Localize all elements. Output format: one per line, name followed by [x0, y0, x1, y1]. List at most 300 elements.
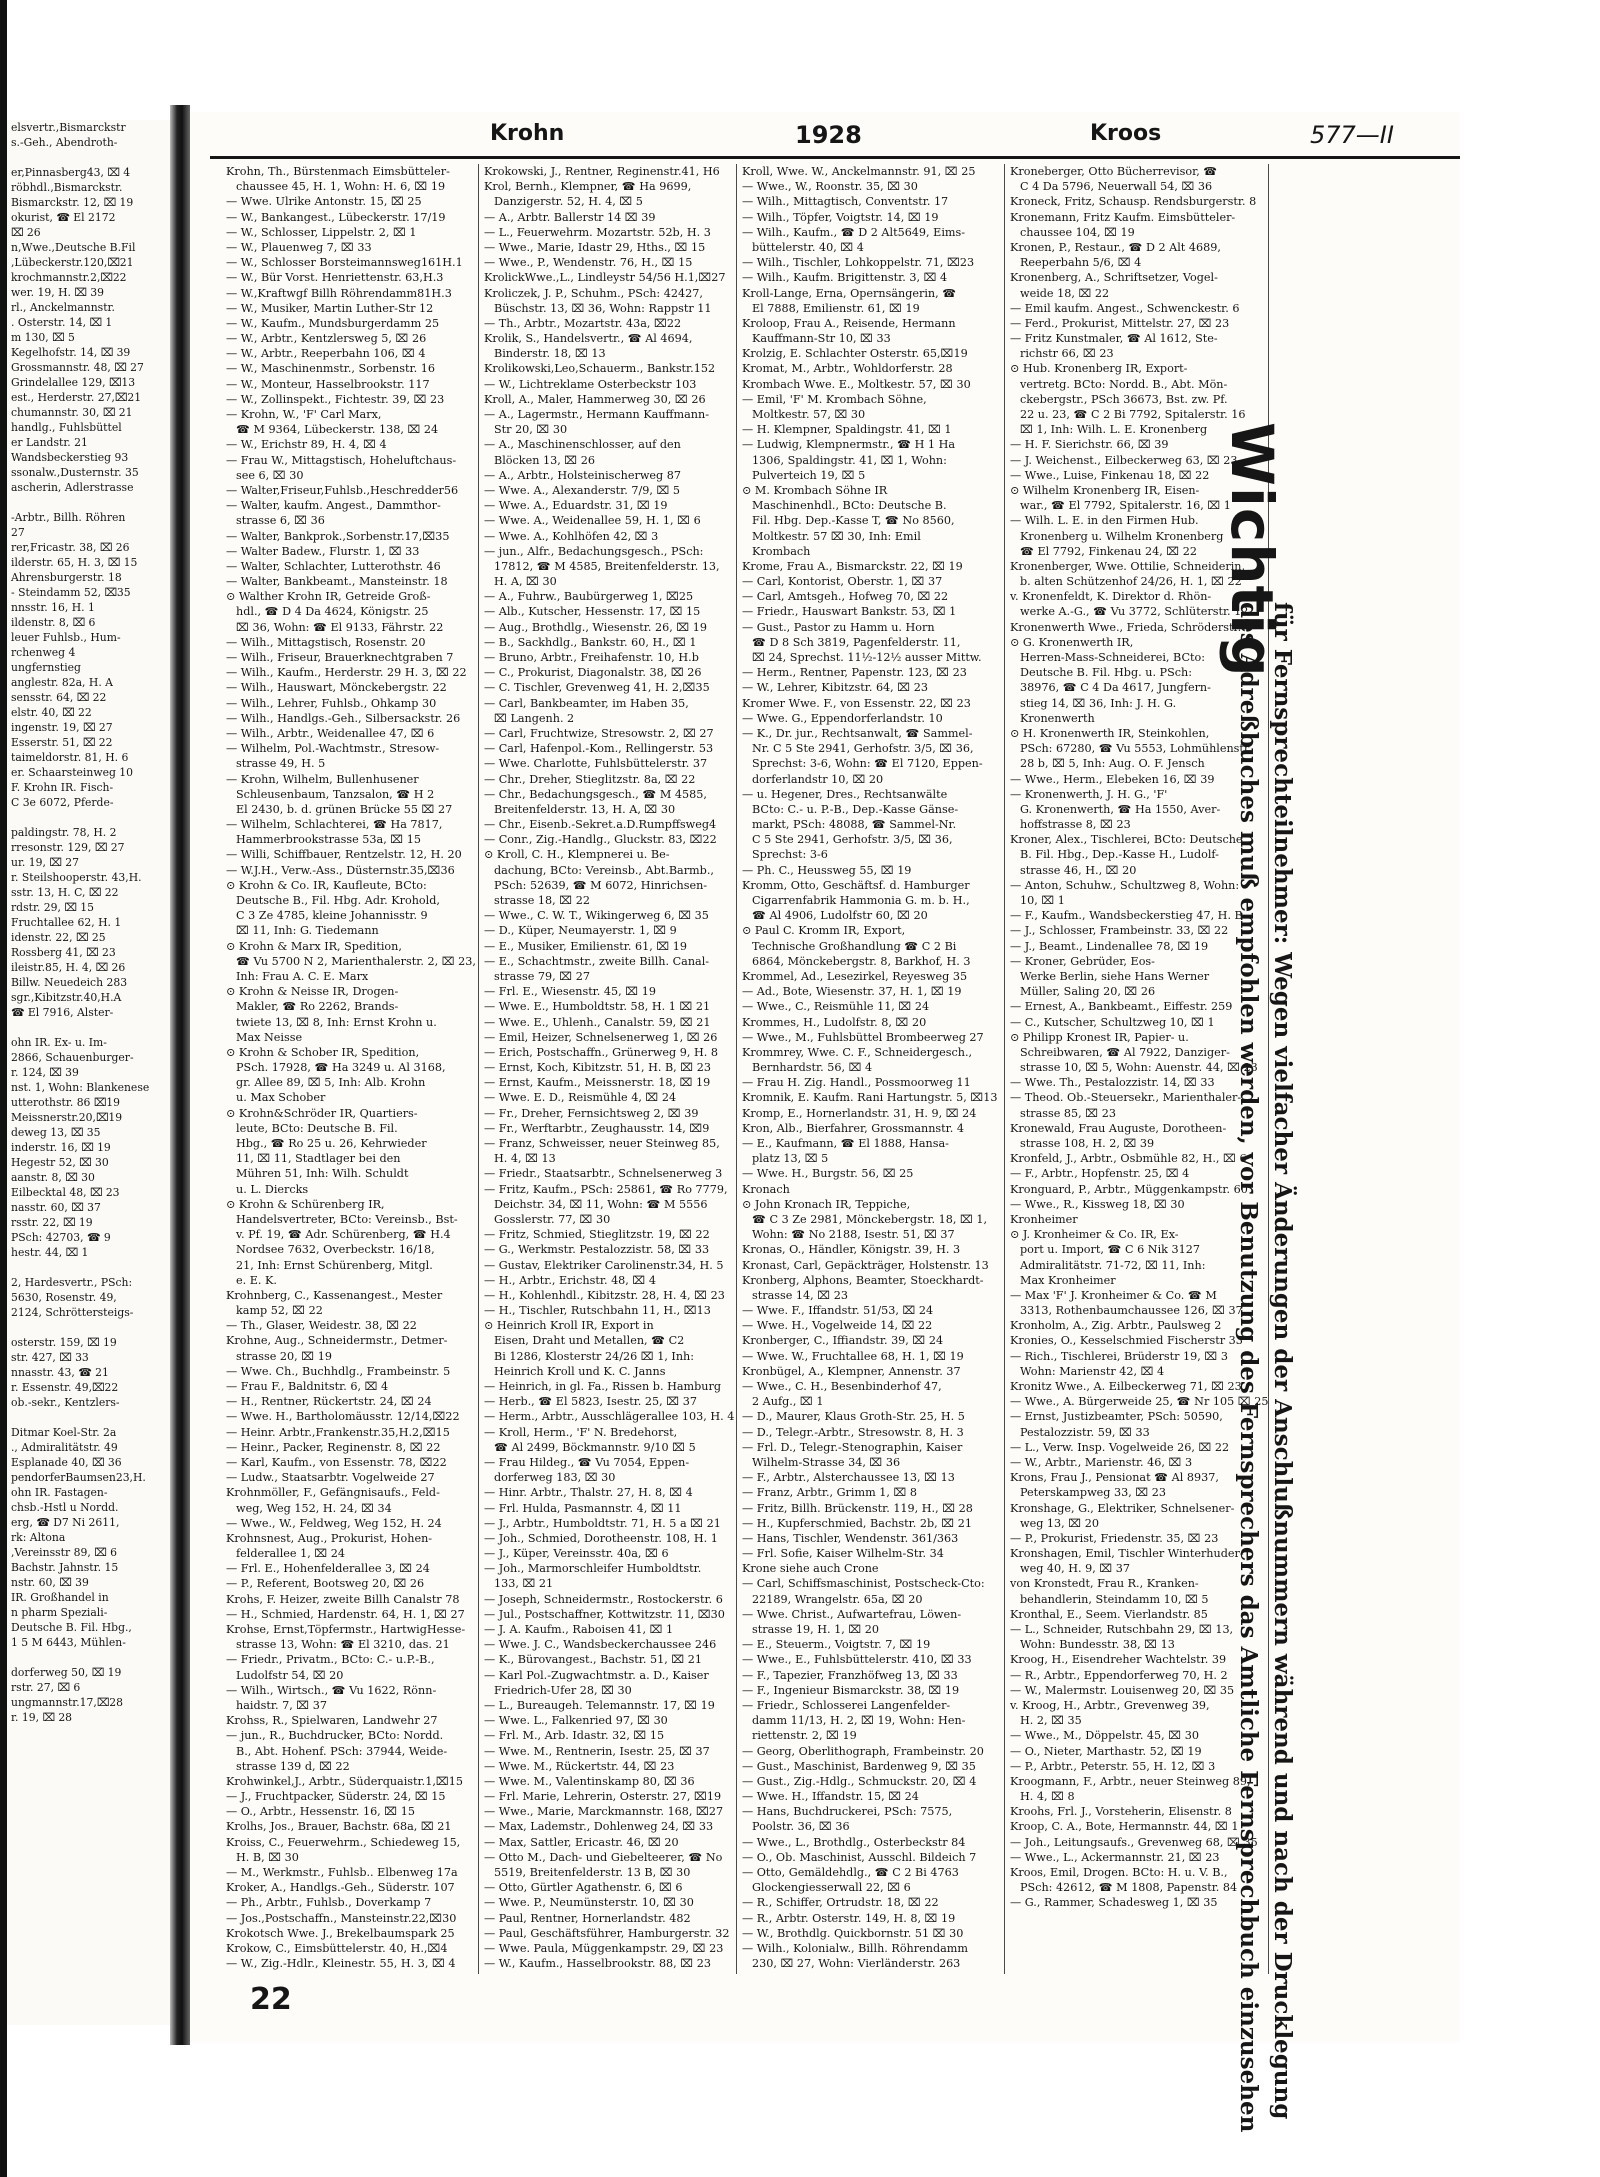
directory-entry-line: Kauffmann-Str 10, ⌧ 33	[752, 332, 891, 346]
directory-entry-line: handlg., Fuhlsbüttel	[11, 421, 122, 434]
directory-entry-line: — F., Arbtr., Alsterchaussee 13, ⌧ 13	[742, 1471, 955, 1485]
directory-entry-line: G. Kronenwerth, ☎ Ha 1550, Aver-	[1020, 802, 1221, 816]
column-divider	[1004, 164, 1005, 1974]
directory-entry-line: — D., Küper, Neumayerstr. 1, ⌧ 9	[484, 924, 677, 938]
directory-entry-line: rer,Fricastr. 38, ⌧ 26	[11, 541, 130, 554]
directory-entry-line: — Wwe., L., Brothdlg., Osterbeckstr 84	[742, 1835, 966, 1849]
directory-entry-line: — P., Prokurist, Friedenstr. 35, ⌧ 23	[1010, 1531, 1219, 1545]
directory-entry-line: — Otto M., Dach- und Giebelteerer, ☎ No	[484, 1850, 723, 1864]
directory-entry-line: KrolickWwe.,L., Lindleystr 54/56 H.1,⌧27	[484, 271, 726, 285]
directory-entry-line: — Wilh., Kaufm. Brigittenstr. 3, ⌧ 4	[742, 271, 948, 285]
directory-entry-line: r. Steilshooperstr. 43,H.	[11, 871, 142, 884]
directory-entry-line: ohn IR. Fastagen-	[11, 1486, 108, 1499]
directory-entry-line	[11, 495, 179, 510]
directory-entry-line: . Osterstr. 14, ⌧ 1	[11, 316, 113, 329]
directory-entry-line: — Rich., Tischlerei, Brüderstr 19, ⌧ 3	[1010, 1349, 1228, 1363]
directory-entry-line: Krohs, F. Heizer, zweite Billh Canalstr 78	[226, 1592, 460, 1606]
directory-entry-line: — Anton, Schuhw., Schultzweg 8, Wohn:	[1010, 878, 1240, 892]
directory-entry-line: — Wwe., W., Feldweg, Weg 152, H. 24	[226, 1516, 442, 1530]
directory-entry-line: — F., Ingenieur Bismarckstr. 38, ⌧ 19	[742, 1683, 960, 1697]
directory-entry-line: ☎ Vu 5700 N 2, Marienthalerstr. 2, ⌧ 23,	[236, 954, 476, 968]
directory-entry-line: Breitenfelderstr. 13, H. A, ⌧ 30	[494, 802, 676, 816]
directory-entry-line: rchenweg 4	[11, 646, 76, 659]
directory-entry-line: Friedrich-Ufer 28, ⌧ 30	[494, 1683, 632, 1697]
directory-entry-line: werke A.-G., ☎ Vu 3772, Schlüterstr. 12	[1020, 605, 1249, 619]
directory-entry-line: — F., Kaufm., Wandsbeckerstieg 47, H. B	[1010, 909, 1243, 923]
directory-entry-line: — H. F. Sierichstr. 66, ⌧ 39	[1010, 438, 1169, 452]
directory-entry-line: nnsstr. 16, H. 1	[11, 601, 95, 614]
directory-entry-line: — Otto, Gemäldehdlg., ☎ C 2 Bi 4763	[742, 1866, 959, 1879]
directory-entry-line: strasse 18, ⌧ 22	[494, 894, 590, 907]
directory-entry-line: Grindelallee 129, ⌧13	[11, 376, 136, 389]
directory-entry-line: Kronenberg, A., Schriftsetzer, Vogel-	[1010, 271, 1218, 285]
directory-entry-line: elstr. 40, ⌧ 22	[11, 706, 92, 719]
header-last-entry: Kroos	[1090, 121, 1162, 146]
directory-column-2	[484, 164, 735, 1971]
directory-entry-line: riettenstr. 2, ⌧ 19	[752, 1729, 857, 1743]
directory-entry-line: — Otto, Gürtler Agathenstr. 6, ⌧ 6	[484, 1881, 683, 1895]
directory-entry-line: — M., Werkmstr., Fuhlsb.. Elbenweg 17a	[226, 1866, 458, 1879]
directory-entry-line: — D., Telegr.-Arbtr., Stresowstr. 8, H. 3	[742, 1425, 964, 1439]
directory-entry-line: — Wwe. F., Iffandstr. 51/53, ⌧ 24	[742, 1304, 934, 1318]
directory-entry-line: — Wilh. L. E. in den Firmen Hub.	[1010, 514, 1199, 528]
directory-entry-line: — jun., R., Buchdrucker, BCto: Nordd.	[226, 1729, 444, 1743]
directory-entry-line: — Wilh., Wirtsch., ☎ Vu 1622, Rönn-	[226, 1683, 437, 1697]
directory-entry-line: r. Essenstr. 49,⌧22	[11, 1381, 119, 1394]
directory-entry-line: — Frl. M., Arb. Idastr. 32, ⌧ 15	[484, 1729, 665, 1743]
directory-entry-line: Kronthal, E., Seem. Vierlandstr. 85	[1010, 1607, 1208, 1621]
directory-entry-line: rl., Anckelmannstr.	[11, 301, 115, 314]
directory-entry-line: Moltkestr. 57 ⌧ 30, Inh: Emil	[752, 529, 921, 543]
directory-entry-line: Wandsbeckerstieg 93	[11, 451, 129, 464]
directory-entry-line: — Karl, Kaufm., von Essenstr. 78, ⌧22	[226, 1455, 447, 1469]
directory-entry-line: — O., Nieter, Marthastr. 52, ⌧ 19	[1010, 1744, 1202, 1758]
directory-entry-line: — Wwe. Th., Pestalozzistr. 14, ⌧ 33	[1010, 1076, 1215, 1090]
directory-entry-line: ungmannstr.17,⌧28	[11, 1696, 124, 1709]
directory-entry-line: Kronshage, G., Elektriker, Schnelsener-	[1010, 1501, 1235, 1515]
directory-entry-line: — Th., Arbtr., Mozartstr. 43a, ⌧22	[484, 316, 682, 330]
directory-entry-line: — Emil, Heizer, Schnelsenerweg 1, ⌧ 26	[484, 1030, 718, 1044]
directory-entry-line: — C., Prokurist, Diagonalstr. 38, ⌧ 26	[484, 666, 702, 680]
directory-entry-line: Kronfeld, J., Arbtr., Osbmühle 82, H., ⌧ 6	[1010, 1152, 1247, 1166]
header-first-entry: Krohn	[490, 121, 565, 146]
scan-border	[0, 0, 7, 2177]
directory-entry-line: — E., Schachtmstr., zweite Billh. Canal-	[484, 954, 710, 968]
directory-entry-line: erg, ☎ D7 Ni 2611,	[11, 1516, 120, 1529]
directory-entry-line: — Kroner, Gebrüder, Eos-	[1010, 954, 1155, 968]
directory-entry-line: rresonstr. 129, ⌧ 27	[11, 841, 125, 854]
directory-entry-line: 38976, ☎ C 4 Da 4617, Jungfern-	[1020, 681, 1211, 695]
directory-entry-line: est., Herderstr. 27,⌧21	[11, 391, 142, 404]
directory-entry-line: — Chr., Dreher, Stieglitzstr. 8a, ⌧ 22	[484, 772, 696, 786]
directory-entry-line: ur. 19, ⌧ 27	[11, 856, 80, 869]
directory-entry-line: Kromp, E., Hornerlandstr. 31, H. 9, ⌧ 24	[742, 1106, 977, 1120]
directory-entry-line: H. 4, ⌧ 8	[1020, 1790, 1075, 1804]
directory-entry-line: — Wwe., Marie, Marckmannstr. 168, ⌧27	[484, 1805, 724, 1819]
directory-entry-line: ildenstr. 8, ⌧ 6	[11, 616, 96, 629]
directory-entry-line: ⊙ John Kronach IR, Teppiche,	[742, 1197, 911, 1211]
directory-entry-line: — G., Rammer, Schadesweg 1, ⌧ 35	[1010, 1896, 1218, 1910]
directory-entry-line: — K., Bürovangest., Bachstr. 51, ⌧ 21	[484, 1653, 703, 1667]
directory-entry-line: — Heinrich, in gl. Fa., Rissen b. Hamburg	[484, 1380, 721, 1393]
directory-entry-line: — Frau F., Baldnitstr. 6, ⌧ 4	[226, 1380, 389, 1393]
side-notice	[1178, 422, 1298, 2133]
directory-entry-line: Kromat, M., Arbtr., Wohldorferstr. 28	[742, 362, 953, 376]
directory-entry-line: Pulverteich 19, ⌧ 5	[752, 468, 866, 482]
directory-entry-line: Krommel, Ad., Lesezirkel, Reyesweg 35	[742, 969, 968, 983]
directory-entry-line: Schleusenbaum, Tanzsalon, ☎ H 2	[236, 787, 435, 801]
directory-entry-line: PSch: 52639, ☎ M 6072, Hinrichsen-	[494, 878, 708, 892]
directory-entry-line: 27	[11, 526, 25, 539]
directory-entry-line: Kronguard, P., Arbtr., Müggenkampstr. 60	[1010, 1182, 1248, 1196]
directory-entry-line: Nr. C 5 Ste 2941, Gerhofstr. 3/5, ⌧ 36,	[752, 742, 974, 756]
directory-entry-line: — Willi, Schiffbauer, Rentzelstr. 12, H. 20	[226, 848, 462, 862]
directory-entry-line: — A., Arbtr., Holsteinischerweg 87	[484, 468, 681, 482]
directory-entry-line: Kroll, A., Maler, Hammerweg 30, ⌧ 26	[484, 392, 706, 406]
directory-entry-line: — Wilhelm, Schlachterei, ☎ Ha 7817,	[226, 818, 443, 832]
directory-entry-line: strasse 6, ⌧ 36	[236, 514, 325, 528]
directory-entry-line: kamp 52, ⌧ 22	[236, 1304, 323, 1318]
directory-entry-line: Krombach	[752, 544, 811, 558]
directory-entry-line: — Wilh., Arbtr., Weidenallee 47, ⌧ 6	[226, 726, 435, 740]
directory-entry-line: 5519, Breitenfelderstr. 13 B, ⌧ 30	[494, 1866, 691, 1879]
directory-entry-line: — Wwe. A., Eduardstr. 31, ⌧ 19	[484, 499, 668, 513]
directory-entry-line: El 7888, Emilienstr. 61, ⌧ 19	[752, 301, 920, 315]
directory-entry-line: er Landstr. 21	[11, 436, 88, 449]
directory-entry-line: Esplanade 40, ⌧ 36	[11, 1456, 122, 1469]
directory-entry-line: Kroogmann, F., Arbtr., neuer Steinweg 89,	[1010, 1774, 1251, 1788]
directory-entry-line: — P., Arbtr., Peterstr. 55, H. 12, ⌧ 3	[1010, 1759, 1216, 1773]
directory-entry-line: 6864, Mönckebergstr. 8, Barkhof, H. 3	[752, 954, 971, 968]
directory-entry-line: Kronberg, Alphons, Beamter, Stoeckhardt-	[742, 1273, 984, 1287]
directory-entry-line: -Arbtr., Billh. Röhren	[11, 511, 126, 524]
directory-entry-line: dorferweg 50, ⌧ 19	[11, 1666, 122, 1679]
directory-entry-line: Kroll-Lange, Erna, Opernsängerin, ☎	[742, 286, 957, 300]
directory-entry-line: — L., Feuerwehrm. Mozartstr. 52b, H. 3	[484, 225, 711, 239]
directory-entry-line: — A., Fuhrw., Baubürgerweg 1, ⌧25	[484, 590, 694, 604]
directory-entry-line: inderstr. 16, ⌧ 19	[11, 1141, 111, 1154]
directory-entry-line	[11, 1320, 179, 1335]
directory-entry-line: strasse 19, H. 1, ⌧ 20	[752, 1623, 880, 1636]
directory-entry-line: — Jul., Postschaffner, Kottwitzstr. 11, ⌧30	[484, 1607, 725, 1621]
directory-entry-line: — Walter, Bankbeamt., Mansteinstr. 18	[226, 575, 448, 589]
directory-entry-line: — Wwe., A. Bürgerweide 25, ☎ Nr 105 ⌧ 25	[1010, 1395, 1269, 1409]
directory-entry-line: C 5 Ste 2941, Gerhofstr. 3/5, ⌧ 36,	[752, 833, 953, 847]
directory-entry-line: vertretg. BCto: Nordd. B., Abt. Mön-	[1020, 377, 1228, 391]
directory-entry-line: ☎ M 9364, Lübeckerstr. 138, ⌧ 24	[236, 423, 439, 437]
directory-entry-line: r. 19, ⌧ 28	[11, 1711, 73, 1724]
directory-entry-line: — Kronenwerth, J. H. G., 'F'	[1010, 787, 1168, 801]
directory-entry-line: — A., Arbtr. Ballerstr 14 ⌧ 39	[484, 210, 656, 224]
directory-entry-line: — W., Arbtr., Kentzlersweg 5, ⌧ 26	[226, 332, 427, 346]
directory-entry-line: Krohss, R., Spielwaren, Landwehr 27	[226, 1714, 438, 1728]
directory-entry-line: — W., Musiker, Martin Luther-Str 12	[226, 301, 434, 315]
directory-entry-line: — W., Bür Vorst. Henriettenstr. 63,H.3	[226, 271, 444, 285]
directory-entry-line: Max Neisse	[236, 1030, 303, 1044]
directory-entry-line: 230, ⌧ 27, Wohn: Vierländerstr. 263	[752, 1957, 961, 1971]
directory-entry-line: stieg 14, ⌧ 36, Inh: J. H. G.	[1020, 696, 1177, 710]
directory-entry-line: Mühren 51, Inh: Wilh. Schuldt	[236, 1167, 409, 1181]
directory-entry-line: v. Kronenfeldt, K. Direktor d. Rhön-	[1010, 590, 1212, 604]
directory-entry-line: Str 20, ⌧ 30	[494, 423, 568, 437]
directory-entry-line: Meissnerstr.20,⌧19	[11, 1111, 123, 1124]
directory-entry-line: utterothstr. 86 ⌧19	[11, 1096, 121, 1109]
directory-entry-line: ⊙ Kroll, C. H., Klempnerei u. Be-	[484, 848, 670, 862]
directory-entry-line: ., Admiralitätstr. 49	[11, 1441, 118, 1454]
directory-entry-line: — W., Schlosser, Lippelstr. 2, ⌧ 1	[226, 225, 417, 239]
directory-entry-line: Kronen, P., Restaur., ☎ D 2 Alt 4689,	[1010, 240, 1221, 254]
directory-entry-line: 21, Inh: Ernst Schürenberg, Mitgl.	[236, 1258, 433, 1272]
directory-entry-line: — H., Schmied, Hardenstr. 64, H. 1, ⌧ 27	[226, 1607, 465, 1621]
directory-entry-line: — G., Werkmstr. Pestalozzistr. 58, ⌧ 33	[484, 1243, 710, 1257]
directory-page	[190, 112, 1460, 2133]
directory-entry-line: — Joseph, Schneidermstr., Rostockerstr. 6	[484, 1592, 723, 1606]
directory-entry-line: C 3e 6072, Pferde-	[11, 796, 114, 809]
directory-entry-line: Krol, Bernh., Klempner, ☎ Ha 9699,	[484, 180, 692, 194]
directory-entry-line: Deichstr. 34, ⌧ 11, Wohn: ☎ M 5556	[494, 1197, 708, 1211]
directory-entry-line: — Frl. Marie, Lehrerin, Osterstr. 27, ⌧19	[484, 1790, 722, 1804]
directory-entry-line: PSch: 42612, ☎ M 1808, Papenstr. 84	[1020, 1881, 1238, 1895]
directory-entry-line: — W., Schlosser Borsteimannsweg161H.1	[226, 256, 463, 270]
directory-entry-line: ⊙ G. Kronenwerth IR,	[1010, 635, 1134, 649]
directory-entry-line: platz 13, ⌧ 5	[752, 1152, 829, 1166]
directory-entry-line: elsvertr.,Bismarckstr	[11, 121, 126, 134]
directory-entry-line: — Ferd., Prokurist, Mittelstr. 27, ⌧ 23	[1010, 316, 1230, 330]
directory-entry-line: F. Krohn IR. Fisch-	[11, 781, 114, 794]
directory-entry-line: — Wwe., R., Kissweg 18, ⌧ 30	[1010, 1197, 1185, 1211]
directory-entry-line: — L., Verw. Insp. Vogelweide 26, ⌧ 22	[1010, 1440, 1230, 1454]
directory-entry-line: — Wilh., Töpfer, Voigtstr. 14, ⌧ 19	[742, 210, 939, 224]
directory-entry-line: ⊙ Heinrich Kroll IR, Export in	[484, 1319, 654, 1333]
directory-entry-line: — W., Brothdlg. Quickbornstr. 51 ⌧ 30	[742, 1926, 964, 1940]
directory-entry-line: n pharm Speziali-	[11, 1606, 108, 1619]
directory-entry-line: — Frau H. Zig. Handl., Possmoorweg 11	[742, 1076, 971, 1090]
directory-entry-line: — A., Maschinenschlosser, auf den	[484, 438, 681, 452]
directory-entry-line: C 4 Da 5796, Neuerwall 54, ⌧ 36	[1020, 180, 1213, 194]
directory-entry-line: s.-Geh., Abendroth-	[11, 136, 118, 149]
directory-entry-line: ungfernstieg	[11, 661, 81, 674]
directory-entry-line: nst. 1, Wohn: Blankenese	[11, 1081, 150, 1094]
directory-entry-line: Krons, Frau J., Pensionat ☎ Al 8937,	[1010, 1471, 1219, 1485]
directory-entry-line: ,Vereinsstr 89, ⌧ 6	[11, 1546, 117, 1559]
directory-entry-line: strasse 13, Wohn: ☎ El 3210, das. 21	[236, 1638, 450, 1652]
directory-entry-line: — W., Malermstr. Louisenweg 20, ⌧ 35	[1010, 1683, 1235, 1697]
directory-entry-line: — Walter, Schlachter, Lutterothstr. 46	[226, 559, 441, 573]
directory-entry-line: Sprechst: 3-6, Wohn: ☎ El 7120, Eppen-	[752, 757, 983, 771]
directory-entry-line: — Wwe. E., Humboldtstr. 58, H. 1 ⌧ 21	[484, 1000, 711, 1014]
directory-entry-line: Krommes, H., Ludolfstr. 8, ⌧ 20	[742, 1015, 927, 1029]
directory-entry-line: Bismarckstr. 12, ⌧ 19	[11, 196, 134, 209]
directory-entry-line: — Friedr., Privatm., BCto: C.- u.P.-B.,	[226, 1653, 435, 1667]
directory-entry-line: Krokowski, J., Rentner, Reginenstr.41, H6	[484, 165, 720, 178]
directory-entry-line: — u. Hegener, Dres., Rechtsanwälte	[742, 787, 948, 801]
directory-entry-line: — Chr., Bedachungsgesch., ☎ M 4585,	[484, 787, 707, 801]
directory-entry-line: m 130, ⌧ 5	[11, 331, 75, 344]
directory-entry-line: 2 Aufg., ⌧ 1	[752, 1395, 824, 1409]
directory-entry-line: — Wilh., Tischler, Lohkoppelstr. 71, ⌧23	[742, 256, 975, 270]
directory-entry-line: Technische Großhandlung ☎ C 2 Bi	[752, 939, 957, 953]
directory-entry-line: — Fr., Werftarbtr., Zeughausstr. 14, ⌧9	[484, 1121, 710, 1135]
directory-entry-line: weg 13, ⌧ 20	[1020, 1516, 1099, 1530]
directory-entry-line: von Kronstedt, Frau R., Kranken-	[1010, 1577, 1199, 1591]
directory-entry-line: Kronheimer	[1010, 1212, 1078, 1226]
directory-entry-line: — J. A. Kaufm., Raboisen 41, ⌧ 1	[484, 1623, 674, 1636]
directory-entry-line: — Gust., Maschinist, Bardenweg 9, ⌧ 35	[742, 1759, 976, 1773]
directory-entry-line: dachung, BCto: Vereinsb., Abt.Barmb.,	[494, 863, 714, 877]
directory-entry-line: ⊙ Krohn & Neisse IR, Drogen-	[226, 985, 399, 999]
directory-entry-line: — Carl, Kontorist, Oberstr. 1, ⌧ 37	[742, 575, 943, 589]
directory-entry-line: — W., Maschinenmstr., Sorbenstr. 16	[226, 362, 435, 376]
directory-entry-line: rstr. 27, ⌧ 6	[11, 1681, 81, 1694]
directory-entry-line	[11, 1650, 179, 1665]
directory-entry-line: hestr. 44, ⌧ 1	[11, 1246, 89, 1259]
directory-entry-line: strasse 108, H. 2, ⌧ 39	[1020, 1137, 1155, 1150]
directory-entry-line: röbhdl.,Bismarckstr.	[11, 181, 123, 194]
directory-entry-line: — Walter, Bankprok.,Sorbenstr.17,⌧35	[226, 529, 450, 543]
directory-entry-line: strasse 49, H. 5	[236, 757, 326, 771]
directory-entry-line: — Frl. Sofie, Kaiser Wilhelm-Str. 34	[742, 1547, 944, 1561]
directory-entry-line: — Wwe. M., Rentnerin, Isestr. 25, ⌧ 37	[484, 1744, 710, 1758]
directory-entry-line: — Joh., Marmorschleifer Humboldtstr.	[484, 1562, 702, 1576]
directory-entry-line: H. A, ⌧ 30	[494, 575, 557, 589]
directory-entry-line: ob.-sekr., Kentzlers-	[11, 1396, 120, 1409]
directory-entry-line: sensstr. 64, ⌧ 22	[11, 691, 107, 704]
directory-entry-line: — Wwe., E., Fuhlsbüttelerstr. 410, ⌧ 33	[742, 1653, 972, 1667]
directory-entry-line: twiete 13, ⌧ 8, Inh: Ernst Krohn u.	[236, 1015, 437, 1029]
directory-entry-line: — Chr., Eisenb.-Sekret.a.D.Rumpffsweg4	[484, 818, 717, 832]
directory-entry-line: — Heinr., Packer, Reginenstr. 8, ⌧ 22	[226, 1440, 441, 1454]
directory-entry-line: El 2430, b. d. grünen Brücke 55 ⌧ 27	[236, 802, 453, 816]
directory-entry-line: — C., Kutscher, Schultzweg 10, ⌧ 1	[1010, 1015, 1215, 1029]
directory-entry-line: anglestr. 82a, H. A	[11, 676, 113, 689]
directory-entry-line: — Krohn, Wilhelm, Bullenhusener	[226, 772, 419, 786]
directory-entry-line: Pestalozzistr. 59, ⌧ 33	[1020, 1425, 1150, 1439]
directory-entry-line: — Hans, Buchdruckerei, PSch: 7575,	[742, 1805, 953, 1819]
directory-entry-line: Krommrey, Wwe. C. F., Schneidergesch.,	[742, 1045, 973, 1059]
directory-entry-line: Krone siehe auch Crone	[742, 1562, 879, 1576]
directory-entry-line: — Wwe. H., Bartholomäusstr. 12/14,⌧22	[226, 1410, 460, 1424]
directory-entry-line: war., ☎ El 7792, Spitalerstr. 16, ⌧ 1	[1020, 499, 1231, 513]
directory-entry-line: chumannstr. 30, ⌧ 21	[11, 406, 133, 419]
directory-entry-line: — Fritz Kunstmaler, ☎ Al 1612, Ste-	[1010, 332, 1218, 346]
directory-entry-line: 28 b, ⌧ 5, Inh: Aug. O. F. Jensch	[1020, 757, 1205, 771]
directory-entry-line: — Wwe., Luise, Finkenau 18, ⌧ 22	[1010, 468, 1210, 482]
directory-entry-line: — H., Arbtr., Erichstr. 48, ⌧ 4	[484, 1273, 656, 1287]
directory-entry-line: Krohnsnest, Aug., Prokurist, Hohen-	[226, 1531, 433, 1545]
directory-entry-line: chaussee 45, H. 1, Wohn: H. 6, ⌧ 19	[236, 180, 446, 194]
directory-entry-line: ☎ C 3 Ze 2981, Mönckebergstr. 18, ⌧ 1,	[752, 1212, 988, 1226]
directory-entry-line: — Ad., Bote, Wiesenstr. 37, H. 1, ⌧ 19	[742, 985, 962, 999]
directory-entry-line: 1 5 M 6443, Mühlen-	[11, 1636, 126, 1649]
directory-entry-line: — Fr., Dreher, Fernsichtsweg 2, ⌧ 39	[484, 1106, 699, 1120]
directory-entry-line: — Wilh., Friseur, Brauerknechtgraben 7	[226, 651, 454, 664]
directory-entry-line: rsstr. 22, ⌧ 19	[11, 1216, 93, 1229]
directory-entry-line: Kroog, H., Eisendreher Wachtelstr. 39	[1010, 1653, 1227, 1667]
directory-entry-line: — Wwe., M., Döppelstr. 45, ⌧ 30	[1010, 1729, 1199, 1743]
directory-entry-line: Krohnberg, C., Kassenangest., Mester	[226, 1288, 443, 1302]
directory-entry-line: — Carl, Bankbeamter, im Haben 35,	[484, 696, 689, 710]
directory-entry-line: — Walter,Friseur,Fuhlsb.,Heschredder56	[226, 483, 459, 497]
directory-entry-line: Fil. Hbg. Dep.-Kasse T, ☎ No 8560,	[752, 514, 955, 528]
directory-entry-line: paldingstr. 78, H. 2	[11, 826, 117, 839]
directory-entry-line: Binderstr. 18, ⌧ 13	[494, 347, 606, 361]
directory-entry-line: — O., Arbtr., Hessenstr. 16, ⌧ 15	[226, 1805, 415, 1819]
directory-entry-line: — Gust., Zig.-Hdlg., Schmuckstr. 20, ⌧ 4	[742, 1774, 977, 1788]
directory-entry-line: — Friedr., Staatsarbtr., Schnelsenerweg 3	[484, 1167, 723, 1181]
directory-entry-line: — Ernst, Koch, Kibitzstr. 51, H. B, ⌧ 23	[484, 1061, 711, 1075]
directory-entry-line: ,Lübeckerstr.120,⌧21	[11, 256, 134, 269]
directory-entry-line: — Wwe., W., Roonstr. 35, ⌧ 30	[742, 180, 918, 194]
directory-entry-line: Kron, Alb., Bierfahrer, Grossmannstr. 4	[742, 1121, 965, 1135]
directory-entry-line: aanstr. 8, ⌧ 30	[11, 1171, 95, 1184]
directory-entry-line: — Wilh., Lehrer, Fuhlsb., Ohkamp 30	[226, 696, 437, 710]
directory-entry-line: Deutsche B., Fil. Hbg. Adr. Krohold,	[236, 894, 440, 907]
directory-entry-line: ingenstr. 19, ⌧ 27	[11, 721, 113, 734]
directory-entry-line: — J., Schlosser, Frambeinstr. 33, ⌧ 22	[1010, 924, 1229, 938]
directory-entry-line: — K., Dr. jur., Rechtsanwalt, ☎ Sammel-	[742, 726, 973, 740]
directory-entry-line: — Wwe. Ulrike Antonstr. 15, ⌧ 25	[226, 195, 422, 209]
directory-entry-line: pendorferBaumsen23,H.	[11, 1471, 146, 1484]
directory-entry-line: Krolik, S., Handelsvertr., ☎ Al 4694,	[484, 332, 693, 346]
directory-entry-line: BCto: C.- u. P.-B., Dep.-Kasse Gänse-	[752, 802, 959, 816]
directory-entry-line: — Frl. Hulda, Pasmannstr. 4, ⌧ 11	[484, 1501, 682, 1515]
directory-entry-line: — Carl, Schiffsmaschinist, Postscheck-Cto:	[742, 1577, 985, 1591]
directory-entry-line: strasse 20, ⌧ 19	[236, 1349, 332, 1363]
directory-entry-line: strasse 85, ⌧ 23	[1020, 1106, 1116, 1120]
directory-entry-line: 133, ⌧ 21	[494, 1577, 554, 1591]
directory-entry-line: — Wilh., Kaufm., ☎ D 2 Alt5649, Eims-	[742, 225, 966, 239]
directory-entry-line: er. Schaarsteinweg 10	[11, 766, 134, 779]
directory-entry-line: — Hinr. Arbtr., Thalstr. 27, H. 8, ⌧ 4	[484, 1486, 693, 1500]
directory-entry-line: haidstr. 7, ⌧ 37	[236, 1698, 327, 1712]
directory-entry-line: Krome, Frau A., Bismarckstr. 22, ⌧ 19	[742, 559, 963, 573]
directory-entry-line: Kronewald, Frau Auguste, Dorotheen-	[1010, 1121, 1227, 1135]
directory-entry-line: — Wwe. E. D., Reismühle 4, ⌧ 24	[484, 1091, 677, 1105]
directory-entry-line: — jun., Alfr., Bedachungsgesch., PSch:	[484, 544, 704, 558]
directory-entry-line: 17812, ☎ M 4585, Breitenfelderstr. 13,	[494, 559, 720, 573]
directory-entry-line: H. 2, ⌧ 35	[1020, 1714, 1082, 1728]
directory-entry-line: — W., Zig.-Hdlr., Kleinestr. 55, H. 3, ⌧ 4	[226, 1957, 456, 1971]
directory-entry-line: ☎ D 8 Sch 3819, Pagenfelderstr. 11,	[752, 635, 961, 649]
directory-entry-line: — E., Kaufmann, ☎ El 1888, Hansa-	[742, 1137, 949, 1150]
directory-entry-line: Peterskampweg 33, ⌧ 23	[1020, 1486, 1167, 1500]
directory-entry-line: okurist, ☎ El 2172	[11, 211, 116, 224]
directory-entry-line: ileistr.85, H. 4, ⌧ 26	[11, 961, 126, 974]
directory-entry-line: — Ernest, A., Bankbeamt., Eiffestr. 259	[1010, 1000, 1233, 1014]
directory-entry-line: — Wwe. Paula, Müggenkampstr. 29, ⌧ 23	[484, 1941, 724, 1955]
directory-entry-line: — Wilh., Kolonialw., Billh. Röhrendamm	[742, 1941, 968, 1955]
directory-entry-line: Wohn: Bundesstr. 38, ⌧ 13	[1020, 1638, 1175, 1652]
directory-entry-line: — Wwe. Christ., Aufwartefrau, Löwen-	[742, 1607, 962, 1621]
directory-entry-line: — H., Kohlenhdl., Kibitzstr. 28, H. 4, ⌧ 23	[484, 1288, 725, 1302]
directory-entry-line: — Gust., Pastor zu Hamm u. Horn	[742, 620, 935, 634]
directory-entry-line: — R., Arbtr. Osterstr. 149, H. 8, ⌧ 19	[742, 1911, 956, 1925]
directory-entry-line: Kroiss, C., Feuerwehrm., Schiedeweg 15,	[226, 1835, 461, 1849]
directory-entry-line: r. 124, ⌧ 39	[11, 1066, 79, 1079]
directory-entry-line: — W., Erichstr 89, H. 4, ⌧ 4	[226, 438, 387, 452]
directory-entry-line: ⊙ Hub. Kronenberg IR, Export-	[1010, 362, 1188, 376]
directory-entry-line: — Wwe. M., Rückertstr. 44, ⌧ 23	[484, 1759, 675, 1773]
directory-entry-line: ⊙ Paul C. Kromm IR, Export,	[742, 924, 906, 938]
directory-entry-line: weg, Weg 152, H. 24, ⌧ 34	[236, 1501, 392, 1515]
directory-entry-line: Kroliczek, J. P., Schuhm., PSch: 42427,	[484, 286, 703, 300]
notice-title: Wichtig	[1218, 422, 1286, 678]
directory-entry-line: Bi 1286, Klosterstr 24/26 ⌧ 1, Inh:	[494, 1349, 695, 1363]
directory-entry-line: chsb.-Hstl u Nordd.	[11, 1501, 119, 1514]
directory-entry-line: Kroohs, Frl. J., Vorsteherin, Elisenstr. 8	[1010, 1805, 1232, 1819]
directory-entry-line: — O., Ob. Maschinist, Ausschl. Bildeich 7	[742, 1850, 977, 1864]
directory-entry-line: — Erich, Postschaffn., Grünerweg 9, H. 8	[484, 1045, 718, 1059]
